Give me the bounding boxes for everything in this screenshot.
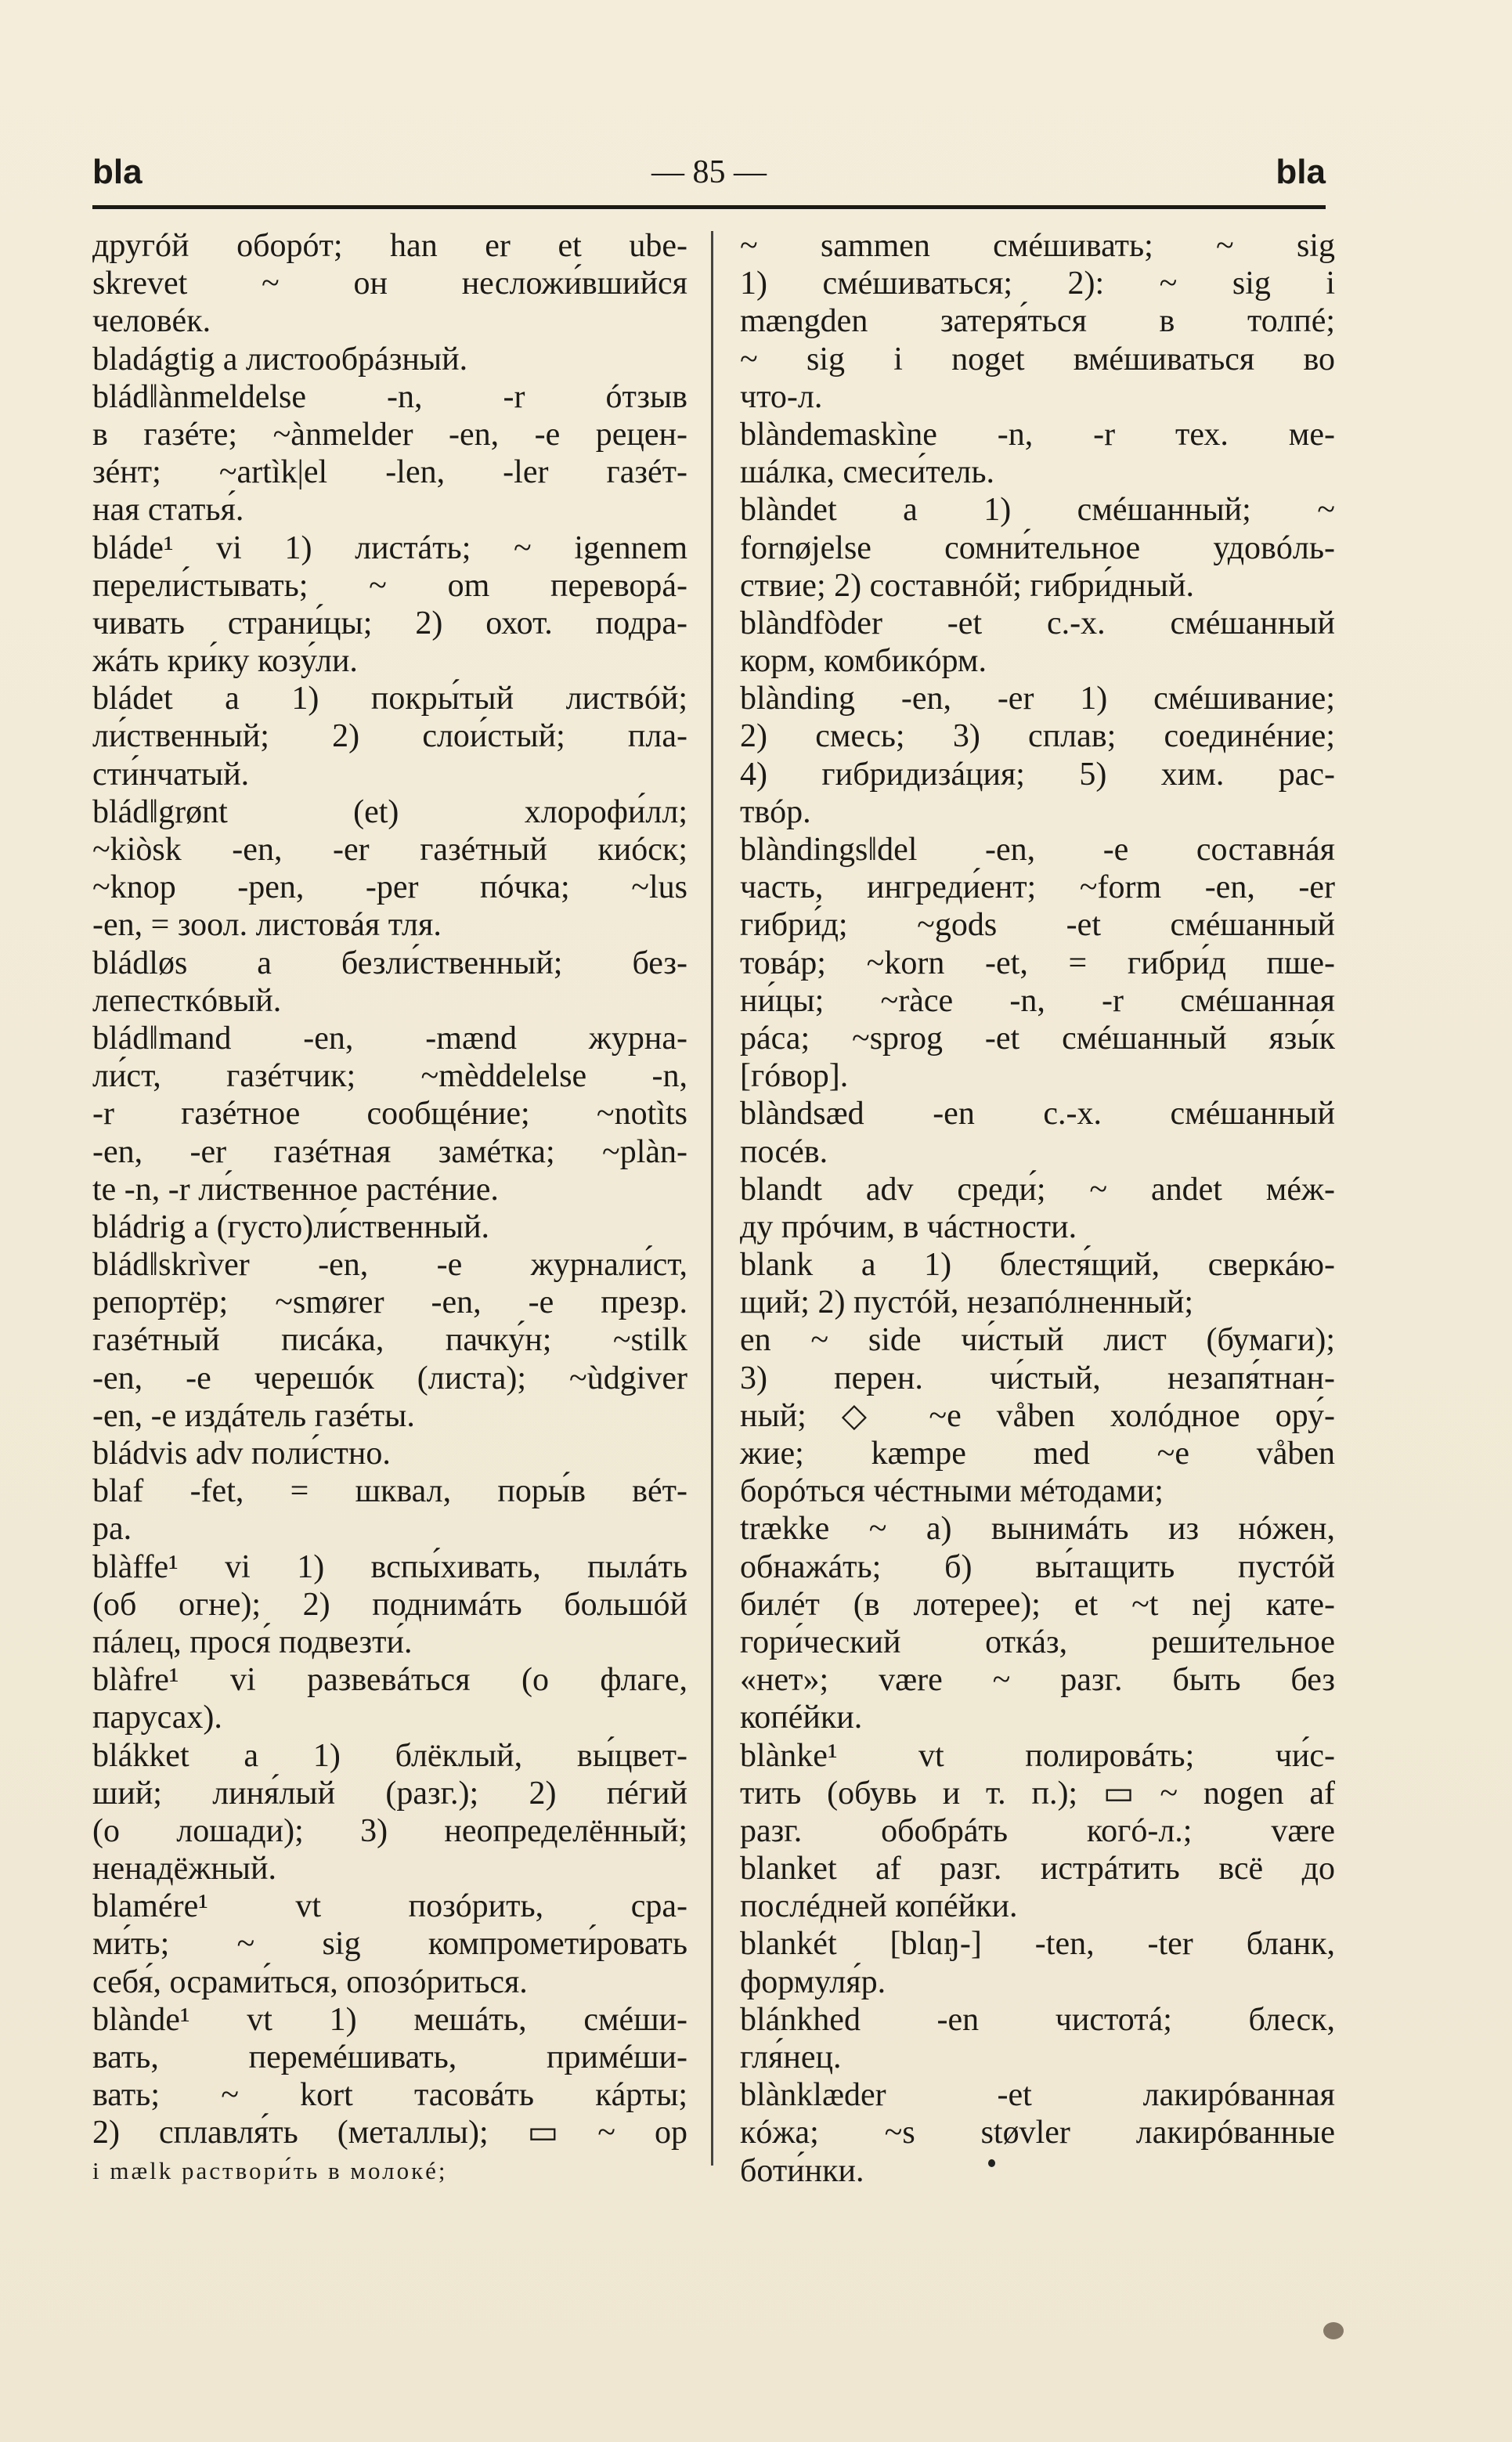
dictionary-line: blád‖skrìver -en, -e журнали́ст,	[92, 1247, 687, 1284]
dictionary-line: 2) сплавля́ть (металлы); ▭ ~ op	[92, 2115, 687, 2151]
dictionary-line: разг. обобрáть когó-л.; være	[740, 1812, 1335, 1849]
running-header	[92, 149, 1326, 196]
dictionary-line: рáса; ~sprog -et смéшанный язы́к	[740, 1020, 1335, 1057]
dictionary-line: mængden затеря́ться в толпé;	[740, 303, 1335, 340]
dictionary-line: bláde¹ vi 1) листáть; ~ igennem	[92, 529, 687, 566]
dictionary-line: сти́нчатый.	[92, 756, 250, 793]
dictionary-line: blandt adv среди́; ~ andet мéж-	[740, 1171, 1335, 1208]
header-rule	[92, 205, 1326, 209]
dictionary-line: -r газéтное сообщéние; ~notìts	[92, 1096, 687, 1132]
dictionary-line: боти́нки.	[740, 2152, 864, 2189]
dictionary-line: формуля́р.	[740, 1963, 886, 2000]
dictionary-line: газéтный писáка, пачку́н; ~stilk	[92, 1322, 687, 1359]
dictionary-line: лепесткóвый.	[92, 982, 282, 1019]
dictionary-line: жие; kæmpe med ~e våben	[740, 1436, 1335, 1472]
left-guide-word: bla	[92, 153, 143, 191]
dictionary-line: гля́нец.	[740, 2039, 842, 2075]
dictionary-line: bládrig a (густо)ли́ственный.	[92, 1208, 490, 1245]
dictionary-line: blánkhed -en чистотá; блеск,	[740, 2001, 1335, 2038]
dictionary-line: ствие; 2) составнóй; гибри́дный.	[740, 567, 1194, 604]
dictionary-line: что-л.	[740, 378, 823, 415]
dictionary-line: blàndemaskìne -n, -r тех. ме-	[740, 416, 1335, 453]
dictionary-line: (об огне); 2) поднимáть большóй	[92, 1586, 687, 1623]
dictionary-line: человéк.	[92, 303, 211, 340]
dictionary-line: blamére¹ vt позóрить, сра-	[92, 1888, 687, 1925]
dictionary-line: blákket a 1) блёклый, вы́цвет-	[92, 1737, 687, 1774]
dictionary-line: ~ sammen смéшивать; ~ sig	[740, 228, 1335, 264]
dictionary-line: blád‖grønt (et) хлорофи́лл;	[92, 793, 687, 830]
dictionary-line: посéв.	[740, 1133, 828, 1170]
dictionary-line: ная статья́.	[92, 492, 244, 529]
dictionary-line: blàffe¹ vi 1) вспы́хивать, пылáть	[92, 1548, 687, 1585]
dictionary-line: послéдней копéйки.	[740, 1888, 1018, 1925]
dictionary-line: 3) перен. чи́стый, незапя́тнан-	[740, 1360, 1335, 1396]
dictionary-line: ду прóчим, в чáстности.	[740, 1208, 1077, 1245]
dictionary-line: bládløs a безли́ственный; без-	[92, 945, 687, 981]
dictionary-line: -en, -er газéтная замéтка; ~plàn-	[92, 1133, 687, 1170]
ink-dot	[988, 2159, 995, 2167]
dictionary-line: blàndings‖del -en, -e составнáя	[740, 832, 1335, 868]
dictionary-line: чивать страни́цы; 2) охот. подра-	[92, 605, 687, 641]
dictionary-line: blank a 1) блестя́щий, сверкáю-	[740, 1247, 1335, 1284]
right-guide-word: bla	[1276, 153, 1326, 191]
dictionary-line: ненадёжный.	[92, 1851, 276, 1887]
dictionary-line: blànde¹ vt 1) мешáть, смéши-	[92, 2001, 687, 2038]
dictionary-line: ра.	[92, 1511, 132, 1548]
dictionary-line: bládvis adv пoли́стно.	[92, 1436, 391, 1472]
dictionary-line: blàndfòder -et с.-х. смéшанный	[740, 605, 1335, 641]
dictionary-line: борóться чéстными мéтодами;	[740, 1473, 1164, 1510]
dictionary-line: te -n, -r ли́ственное растéние.	[92, 1171, 499, 1208]
dictionary-line: шáлка, смеси́тель.	[740, 454, 994, 491]
right-column	[740, 227, 1335, 2190]
dictionary-line: тить (обувь и т. п.); ▭ ~ nogen af	[740, 1775, 1335, 1812]
dictionary-line: твóр.	[740, 793, 811, 830]
dictionary-line: в газéте; ~ànmelder -en, -e рецен-	[92, 416, 687, 453]
dictionary-line: копéйки.	[740, 1700, 863, 1736]
dictionary-line: ший; линя́лый (разг.); 2) пéгий	[92, 1775, 687, 1812]
dictionary-line: кóжа; ~s støvler лакирóванные	[740, 2115, 1335, 2151]
dictionary-line: blankét [blɑŋ-] -ten, -ter бланк,	[740, 1926, 1335, 1963]
dictionary-line: trække ~ a) вынимáть из нóжен,	[740, 1511, 1335, 1548]
dictionary-line: щий; 2) пустóй, незапóлненный;	[740, 1284, 1194, 1321]
dictionary-line: пáлец, прося́ подвезти́.	[92, 1624, 413, 1660]
dictionary-line: blàndsæd -en с.-х. смéшанный	[740, 1096, 1335, 1132]
dictionary-line: ли́ственный; 2) слои́стый; пла-	[92, 718, 687, 755]
dictionary-line: -en, = зоол. листовáя тля.	[92, 907, 442, 944]
dictionary-line: парусах).	[92, 1700, 222, 1736]
dictionary-line: 4) гибридизáция; 5) хим. рас-	[740, 756, 1335, 793]
dictionary-line: (о лошади); 3) неопределённый;	[92, 1812, 687, 1849]
dictionary-line: вать, перемéшивать, примéши-	[92, 2039, 687, 2075]
dictionary-line: репортёр; ~smører -en, -e презр.	[92, 1284, 687, 1321]
dictionary-line: гибри́д; ~gods -et смéшанный	[740, 907, 1335, 944]
dictionary-line: билéт (в лотерее); et ~t nej кате-	[740, 1586, 1335, 1623]
dictionary-line: зéнт; ~artìk|el -len, -ler газéт-	[92, 454, 687, 491]
dictionary-line: ми́ть; ~ sig компромети́ровать	[92, 1926, 687, 1963]
dictionary-line: гори́ческий откáз, реши́тельное	[740, 1624, 1335, 1660]
page-number: — 85 —	[651, 154, 767, 190]
dictionary-line: bladágtig a листообрáзный.	[92, 341, 468, 377]
dictionary-line: blànke¹ vt полировáть; чи́с-	[740, 1737, 1335, 1774]
dictionary-line: 2) смесь; 3) сплав; соединéние;	[740, 718, 1335, 755]
dictionary-line: en ~ side чи́стый лист (бумаги);	[740, 1322, 1335, 1359]
dictionary-line: «нет»; være ~ разг. быть без	[740, 1662, 1335, 1699]
dictionary-line: ~kiòsk -en, -er газéтный киóск;	[92, 832, 687, 868]
dictionary-line: blàfre¹ vi развевáться (о флаге,	[92, 1662, 687, 1699]
dictionary-line: blád‖mand -en, -mænd журна-	[92, 1020, 687, 1057]
stain-mark	[1323, 2322, 1344, 2339]
dictionary-line: товáр; ~korn -et, = гибри́д пше-	[740, 945, 1335, 981]
dictionary-line: blaf -fet, = шквал, поры́в вéт-	[92, 1473, 687, 1510]
dictionary-line: ни́цы; ~ràce -n, -r смéшанная	[740, 982, 1335, 1019]
dictionary-line: обнажáть; б) вы́тащить пустóй	[740, 1548, 1335, 1585]
dictionary-line: себя́, осрами́ться, опозóриться.	[92, 1963, 528, 2000]
dictionary-line: вать; ~ kort тасовáть кáрты;	[92, 2077, 687, 2114]
dictionary-line: -en, -e черешóк (листа); ~ùdgiver	[92, 1360, 687, 1396]
dictionary-line: blanket af разг. истрáтить всё до	[740, 1851, 1335, 1887]
left-column	[92, 227, 687, 2190]
dictionary-line: bládet a 1) покры́тый листвóй;	[92, 681, 687, 717]
dictionary-line: blànding -en, -er 1) смéшивание;	[740, 681, 1335, 717]
column-divider	[711, 231, 713, 2166]
dictionary-line: 1) смéшиваться; 2): ~ sig i	[740, 266, 1335, 302]
dictionary-line: -en, -e издáтель газéты.	[92, 1397, 415, 1434]
dictionary-line: корм, комбикóрм.	[740, 643, 987, 680]
dictionary-line: blàndet a 1) смéшанный; ~	[740, 492, 1335, 529]
dictionary-line: [гóвор].	[740, 1058, 849, 1095]
dictionary-line: другóй оборóт; han er et ube-	[92, 228, 687, 264]
dictionary-line: ный; ◇ ~e våben холóдное ору́-	[740, 1397, 1335, 1434]
dictionary-line: перели́стывать; ~ om переворá-	[92, 567, 687, 604]
dictionary-line: skrevet ~ он несложи́вшийся	[92, 266, 687, 302]
dictionary-line: ~ sig i noget вмéшиваться во	[740, 341, 1335, 377]
dictionary-line: blànklæder -et лакирóванная	[740, 2077, 1335, 2114]
dictionary-line: жáть кри́ку козу́ли.	[92, 643, 358, 680]
dictionary-line: fornøjelse сомни́тельное удовóль-	[740, 529, 1335, 566]
dictionary-line: ~knop -pen, -per пóчка; ~lus	[92, 869, 687, 906]
dictionary-line: ли́ст, газéтчик; ~mèddelelse -n,	[92, 1058, 687, 1095]
dictionary-line: blád‖ànmeldelse -n, -r óтзыв	[92, 378, 687, 415]
dictionary-line: i mælk раствори́ть в молокé;	[92, 2156, 448, 2184]
dictionary-line: часть, ингреди́ент; ~form -en, -er	[740, 869, 1335, 906]
